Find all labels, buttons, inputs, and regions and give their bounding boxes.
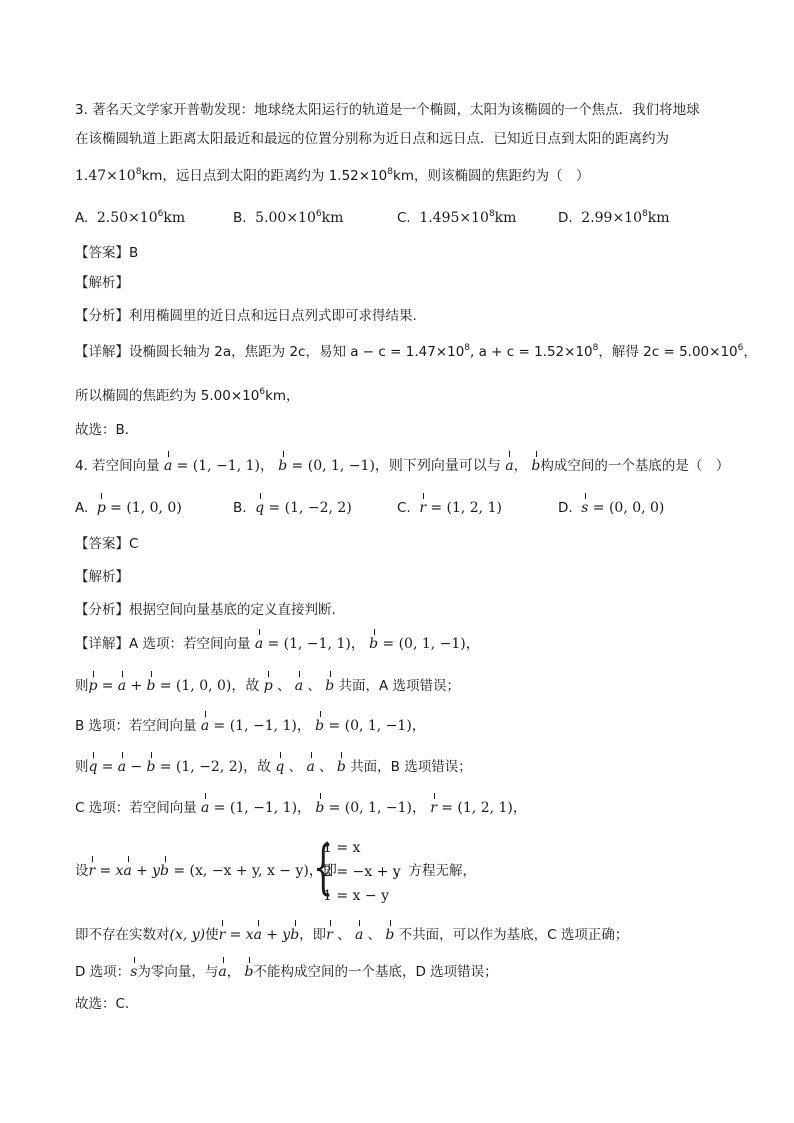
xy-pair: (x, y) [169, 927, 206, 943]
detail-eq: = (1, 0, 0)，故 [159, 678, 260, 694]
option-value: 1.495×10 [419, 210, 489, 226]
vector-a: a [117, 678, 127, 694]
q3-option-b[interactable] [233, 208, 343, 228]
q4-system-post: ，方程无解， [395, 863, 476, 879]
vector-b: b [385, 927, 395, 943]
vector-r-value: = (1, 2, 1)， [441, 800, 527, 816]
q4-detail-c-line4: 即不存在实数对(x, y)使r = xa + yb，即r 、 a 、 b 不共面，可以作为基底，C 选项正确； [75, 927, 629, 943]
system-eq-2: 2 = −x + y [323, 864, 401, 880]
detail-text: D 选项： [75, 964, 131, 980]
option-value: = (1, 2, 1) [430, 500, 502, 516]
vector-a: a [201, 800, 210, 816]
vector-a-value: = (1, −1, 1)， [267, 636, 365, 652]
option-label: A. [75, 210, 89, 226]
q3-option-d[interactable] [558, 208, 670, 228]
q3-far-exp: 8 [387, 167, 393, 177]
vector-b: b [325, 678, 335, 694]
q4-answer [75, 534, 138, 554]
detail-text: 即不存在实数对 [75, 927, 170, 943]
q4-option-d[interactable] [558, 498, 664, 518]
vector-a: a [294, 678, 304, 694]
detail-eq: = (1, −2, 2)，故 [159, 759, 272, 775]
conclusion-text: 所以椭圆的焦距约为 5.00×10 [75, 388, 260, 404]
option-label: D. [558, 500, 573, 516]
vector-b: b [146, 759, 156, 775]
detail-exp: 8 [464, 343, 471, 353]
option-label: C. [397, 210, 411, 226]
q4-option-b[interactable] [233, 498, 352, 518]
vector-r: r [218, 927, 226, 943]
vector-b: b [531, 458, 541, 474]
detail-part: 设椭圆长轴为 2a，焦距为 2c，易知 a − c = 1.47×10 [129, 344, 465, 360]
answer-value: C [129, 536, 139, 552]
detail-text: 共面，A 选项错误； [338, 678, 460, 694]
q4-stem [75, 456, 729, 476]
detail-text: 不共面，可以作为基底，C 选项正确； [398, 927, 629, 943]
option-value: = (1, 0, 0) [110, 500, 182, 516]
q3-analysis-tag: 【解析】 [75, 275, 129, 291]
q3-option-c[interactable] [397, 208, 516, 228]
q3-near-exp: 8 [135, 167, 142, 177]
q3-choose: 故选：B． [75, 422, 139, 438]
option-exp: 6 [157, 209, 164, 219]
conclusion-unit: km， [265, 388, 300, 404]
q4-detail-a-line1 [75, 634, 480, 654]
vector-a: a [200, 718, 210, 734]
system-eq-3: 1 = x − y [323, 888, 389, 904]
q3-conclusion [75, 386, 300, 406]
q4-detail-b-line2: 则q = a − b = (1, −2, 2)，故 q 、 a 、 b 共面，B 选项错误； [75, 759, 472, 775]
q4-detail-c-line1 [75, 798, 527, 818]
answer-tag: 【答案】 [75, 536, 129, 552]
system-eq-1: 1 = x [323, 840, 361, 856]
q3-near-value: 1.47×10 [75, 168, 136, 184]
detail-text: 不能构成空间的一个基底，D 选项错误； [253, 964, 498, 980]
q4-analysis-tag: 【解析】 [75, 569, 129, 585]
vector-b-value: = (0, 1, −1)， [328, 718, 426, 734]
vector-s: s [130, 964, 138, 980]
vector-b-value: = (0, 1, −1)， [382, 636, 480, 652]
q4-option-a[interactable] [75, 498, 182, 518]
option-exp: 8 [642, 209, 648, 219]
option-value: = (1, −2, 2) [268, 500, 352, 516]
q3-option-a[interactable] [75, 208, 185, 228]
option-exp: 6 [315, 209, 322, 219]
vector-b: b [369, 636, 379, 652]
vector-p: p [96, 500, 106, 516]
vector-q: q [255, 500, 265, 516]
vector-a: a [218, 964, 227, 980]
detail-eq: = (x, −x + y, x − y)，即 [173, 863, 337, 879]
detail-text: C 选项：若空间向量 [75, 800, 197, 816]
detail-part: ， [743, 344, 757, 360]
q3-far-text: km，远日点到太阳的距离约为 1.52×10 [141, 168, 388, 184]
detail-exp: 8 [592, 343, 599, 353]
fenxi-text: 根据空间向量基底的定义直接判断. [129, 602, 336, 618]
option-label: B. [233, 500, 247, 516]
q4-detail-d: D 选项：s为零向量，与a， b不能构成空间的一个基底，D 选项错误； [75, 964, 498, 980]
vector-p: p [263, 678, 273, 694]
vector-a-value: = (1, −1, 1)， [213, 718, 311, 734]
detail-part: ，解得 2c = 5.00×10 [598, 344, 738, 360]
q3-detail [75, 342, 757, 362]
detail-text: 则 [75, 678, 89, 694]
detail-exp: 6 [737, 343, 744, 353]
vector-b: b [160, 863, 170, 879]
option-exp: 8 [488, 209, 495, 219]
vector-r: r [430, 800, 437, 816]
option-label: C. [397, 500, 411, 516]
answer-tag: 【答案】 [75, 245, 129, 261]
stem-vector-a-value: = (1, −1, 1)， [176, 458, 274, 474]
vector-r: r [419, 500, 427, 516]
q3-stem-line1: 3. 著名天文学家开普勒发现：地球绕太阳运行的轨道是一个椭圆，太阳为该椭圆的一个焦点．我们将地球 [75, 102, 700, 118]
detail-text: 则 [75, 759, 89, 775]
detail-text: A 选项：若空间向量 [129, 636, 251, 652]
option-label: A. [75, 500, 89, 516]
stem-ask: 构成空间的一个基底的是（ ） [540, 458, 730, 474]
option-unit: km [494, 210, 517, 226]
vector-q: q [275, 759, 285, 775]
detail-part: , a + c = 1.52×10 [470, 344, 593, 360]
vector-b: b [315, 718, 325, 734]
q3-ask-text: km，则该椭圆的焦距约为（ ） [393, 168, 590, 184]
option-value: 2.50×10 [96, 210, 158, 226]
detail-text: 共面，B 选项错误； [350, 759, 472, 775]
conclusion-exp: 6 [259, 387, 266, 397]
vector-a: a [163, 458, 173, 474]
q3-answer [75, 243, 138, 263]
vector-b: b [244, 964, 254, 980]
option-value: 5.00×10 [255, 210, 316, 226]
detail-text: 为零向量，与 [137, 964, 219, 980]
option-unit: km [163, 210, 186, 226]
vector-r: r [326, 927, 333, 943]
option-value: 2.99×10 [581, 210, 642, 226]
brace-icon: { [313, 833, 334, 901]
fenxi-tag: 【分析】 [75, 602, 129, 618]
vector-a: a [505, 458, 514, 474]
detail-text: 使 [205, 927, 219, 943]
vector-r: r [88, 863, 96, 879]
vector-s: s [581, 500, 589, 516]
detail-text: B 选项：若空间向量 [75, 718, 197, 734]
q4-fenxi [75, 600, 336, 620]
q4-detail-b-line1 [75, 716, 426, 736]
vector-a: a [306, 759, 315, 775]
vector-a: a [254, 636, 264, 652]
stem-sep: ， [513, 458, 528, 474]
option-unit: km [321, 210, 344, 226]
answer-value: B [129, 245, 139, 261]
q4-detail-c-set: 设r = xa + yb = (x, −x + y, x − y)，即 [75, 863, 337, 879]
q3-stem-line3 [75, 166, 589, 186]
detail-text: 设 [75, 863, 89, 879]
detail-text: ，即 [299, 927, 327, 943]
vector-a: a [253, 927, 262, 943]
q4-detail-a-line2: 则p = a + b = (1, 0, 0)，故 p 、 a 、 b 共面，A 选项错误； [75, 678, 460, 694]
vector-b: b [315, 800, 325, 816]
option-label: D. [558, 210, 573, 226]
vector-b: b [278, 458, 288, 474]
q4-option-c[interactable] [397, 498, 502, 518]
vector-a-value: = (1, −1, 1)， [213, 800, 312, 816]
option-label: B. [233, 210, 247, 226]
vector-a: a [354, 927, 364, 943]
vector-p: p [88, 678, 98, 694]
option-value: = (0, 0, 0) [592, 500, 665, 516]
stem-vector-b-value: = (0, 1, −1)，则下列向量可以与 [291, 458, 501, 474]
q3-fenxi [75, 306, 417, 326]
stem-text: 4. 若空间向量 [75, 458, 160, 474]
vector-q: q [88, 759, 98, 775]
q3-stem-line2: 在该椭圆轨道上距离太阳最近和最远的位置分别称为近日点和远日点．已知近日点到太阳的距离约为 [75, 131, 669, 147]
option-unit: km [647, 210, 670, 226]
fenxi-tag: 【分析】 [75, 308, 129, 324]
vector-b: b [290, 927, 300, 943]
detail-tag: 【详解】 [75, 636, 129, 652]
vector-a: a [117, 759, 127, 775]
detail-tag: 【详解】 [75, 344, 129, 360]
vector-b-value: = (0, 1, −1)， [328, 800, 426, 816]
q4-choose: 故选：C. [75, 996, 130, 1012]
fenxi-text: 利用椭圆里的近日点和远日点列式即可求得结果. [129, 308, 417, 324]
vector-b: b [146, 678, 156, 694]
vector-b: b [336, 759, 346, 775]
vector-a: a [123, 863, 132, 879]
